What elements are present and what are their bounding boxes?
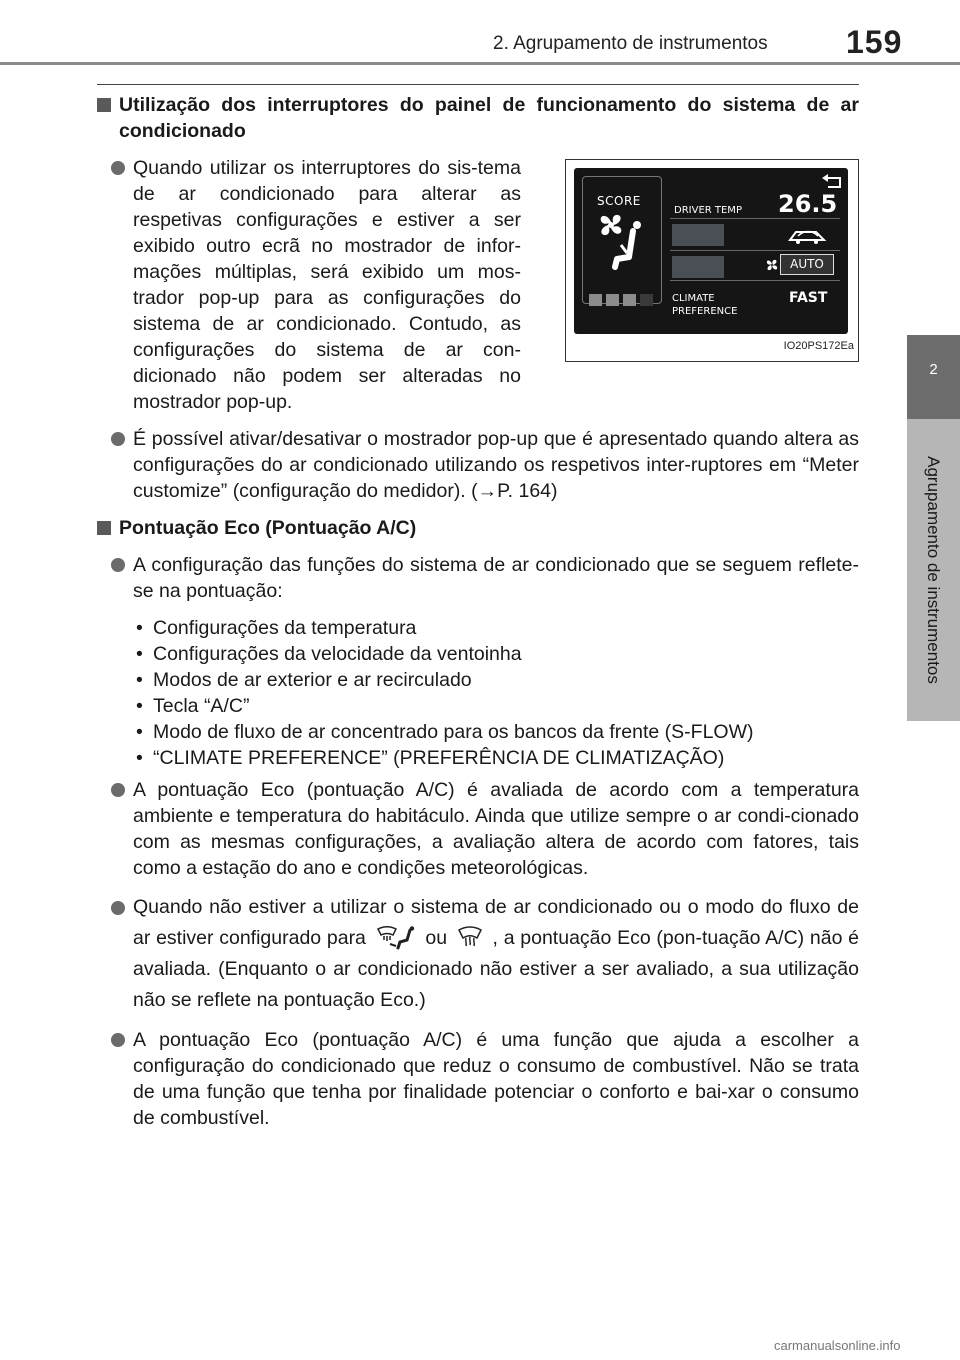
- fan-speed-bar: [672, 224, 724, 246]
- chapter-tab: [907, 419, 960, 721]
- round-bullet-icon: [111, 161, 125, 175]
- score-segment-3: [623, 294, 636, 306]
- ac-popup-illustration: [565, 159, 859, 362]
- screen-divider: [670, 218, 840, 219]
- score-segment-1: [589, 294, 602, 306]
- list-item: • Configurações da temperatura: [133, 615, 859, 641]
- score-panel: [582, 176, 662, 304]
- header-divider: [0, 62, 960, 65]
- score-segment-4: [640, 294, 653, 306]
- screen-divider: [670, 250, 840, 251]
- driver-temp-label: DRIVER TEMP: [674, 205, 742, 216]
- temperature-value: 26.5: [778, 190, 838, 218]
- score-segment-2: [606, 294, 619, 306]
- footer-watermark: carmanualsonline.info: [774, 1338, 901, 1353]
- bullet-meter-customize: É possível ativar/desativar o mostrador pop-up que é apresentado quando altera as configurações do ar condicionado utilizando os respetivos inter-ruptores em “Meter customize” (configuração do medidor). (→P. 164): [97, 426, 859, 504]
- screen-divider: [670, 280, 840, 281]
- score-label: SCORE: [597, 194, 641, 208]
- fan-icon: [764, 257, 780, 273]
- round-bullet-icon: [111, 432, 125, 446]
- list-item: • Tecla “A/C”: [133, 693, 859, 719]
- chapter-tab-number: 2: [907, 335, 960, 419]
- square-bullet-icon: [97, 98, 111, 112]
- list-item: • Modos de ar exterior e ar recirculado: [133, 667, 859, 693]
- header-section-title: 2. Agrupamento de instrumentos: [493, 33, 768, 54]
- round-bullet-icon: [111, 558, 125, 572]
- switches-row: [97, 155, 859, 426]
- auto-indicator: AUTO: [780, 254, 834, 275]
- windshield-feet-airflow-icon: [376, 926, 416, 950]
- multi-info-display: [574, 168, 848, 334]
- list-item: • “CLIMATE PREFERENCE” (PREFERÊNCIA DE CLIMATIZAÇÃO): [133, 745, 859, 771]
- list-item: • Modo de fluxo de ar concentrado para os bancos da frente (S-FLOW): [133, 719, 859, 745]
- bullet-score-settings: A configuração das funções do sistema de ar condicionado que se seguem reflete-se na pontuação:: [97, 552, 859, 604]
- page-content: [97, 92, 859, 1142]
- bullet-not-evaluated: Quando não estiver a utilizar o sistema de ar condicionado ou o modo do fluxo de ar estiver configurado para ou , a pontuação Eco (pon-tuação A/C) não é avaliada. (Enquanto o ar condicionado não estiver a ser avaliado, a sua utilização não se reflete na pontuação Eco.): [97, 892, 859, 1016]
- climate-label: CLIMATE: [672, 293, 715, 304]
- figure-caption: IO20PS172Ea: [783, 340, 854, 352]
- section-heading-switches: Utilização dos interruptores do painel de funcionamento do sistema de ar condicionado: [97, 92, 859, 144]
- bullet-eco-purpose: A pontuação Eco (pontuação A/C) é uma função que ajuda a escolher a configuração do condicionado que reduz o consumo de combustível. Não se trata de uma função que tenha por finalidade potenciar o conforto e bai-xar o consumo de combustível.: [97, 1027, 859, 1131]
- chapter-tab-label: Agrupamento de instrumentos: [924, 456, 943, 684]
- round-bullet-icon: [111, 783, 125, 797]
- fast-setting: FAST: [789, 290, 828, 306]
- content-divider: [97, 84, 859, 85]
- square-bullet-icon: [97, 521, 111, 535]
- round-bullet-icon: [111, 901, 125, 915]
- fan-seat-icon: [593, 209, 651, 275]
- list-item: • Configurações da velocidade da ventoinha: [133, 641, 859, 667]
- round-bullet-icon: [111, 1033, 125, 1047]
- bullet-score-evaluation: A pontuação Eco (pontuação A/C) é avaliada de acordo com a temperatura ambiente e temperatura do habitáculo. Ainda que utilize sempre o ar condi-cionado com as mesmas configurações, a avaliação altera de acordo com fatores, tais como a estação do ano e condições meteorológicas.: [97, 777, 859, 881]
- mode-bar: [672, 256, 724, 278]
- preference-label: PREFERENCE: [672, 306, 738, 317]
- bullet-popup-display: Quando utilizar os interruptores do sis-tema de ar condicionado para alterar as respetivas configurações e estiver a ser exibido outro ecrã no mostrador de infor-mações múltiplas, será exibido um mos-trador pop-up para as configurações do sistema de ar condicionado. Contudo, as configurações do sistema de ar con-dicionado não podem ser alteradas no mostrador pop-up.: [97, 155, 521, 415]
- page-number: 159: [846, 24, 903, 60]
- windshield-defrost-icon: [457, 926, 483, 950]
- car-airflow-icon: [786, 226, 830, 246]
- section-heading-eco-score: Pontuação Eco (Pontuação A/C): [97, 515, 859, 541]
- score-settings-list: [133, 615, 859, 771]
